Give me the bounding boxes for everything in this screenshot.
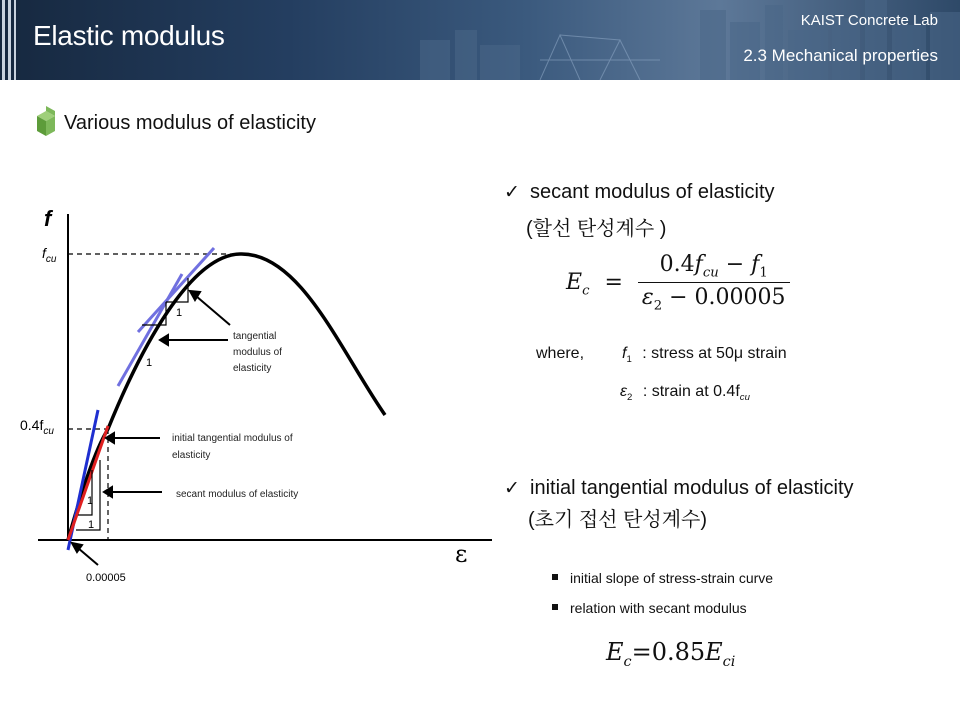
initial-korean: (초기 접선 탄성계수) [528,509,707,531]
header-stripes [0,0,22,80]
slope-one-label: 1 [146,357,153,369]
secant-equation: $E_c$ = $\frac{0.4f_{cu} - f_1}{\varepsilon_2 - 0.00005}$ [566,252,790,314]
tangential-label: modulus of [233,347,282,358]
lab-name: KAIST Concrete Lab [800,12,938,29]
y-axis-label: f [44,206,52,231]
bullet-square-icon [552,574,558,580]
slope-one-label: 1 [87,495,94,507]
x-axis-label: ε [455,540,468,568]
green-cube-icon [34,106,58,138]
initial-tangent-label: elasticity [172,450,211,461]
bullet-square-icon [552,604,558,610]
where-label: where, [536,345,585,362]
section-name: 2.3 Mechanical properties [743,46,938,65]
initial-tangent-label: initial tangential modulus of [172,433,293,444]
checkmark-icon: ✓ [504,478,520,499]
subheading-text: Various modulus of elasticity [64,112,316,134]
header-banner [0,0,960,80]
slope-one-label: 1 [88,519,95,531]
tangential-label: elasticity [233,363,272,374]
point4-label: $0.4f_{cu}$ [20,417,54,437]
secant-label: secant modulus of elasticity [176,489,299,500]
initial-title: initial tangential modulus of elasticity [530,477,854,499]
stress-strain-diagram [0,200,500,620]
secant-title: secant modulus of elasticity [530,181,775,203]
f1-definition: $f_1$ : stress at 50μ strain [622,345,787,366]
slope-one-label: 1 [176,307,183,319]
page-title: Elastic modulus [33,20,225,51]
tangent-line-lower [118,274,182,386]
e2-definition: $\varepsilon_2$ : strain at $0.4f_{cu}$ [620,383,750,404]
relation-equation: $E_c=0.85E_{ci}$ [606,638,736,670]
secant-korean: (할선 탄성계수 ) [526,218,667,240]
checkmark-icon: ✓ [504,182,520,203]
bullet-item: initial slope of stress-strain curve [552,570,773,586]
fcu-label: $f_{cu}$ [42,245,57,265]
bullet-item: relation with secant modulus [552,600,747,616]
tangent-line-upper [138,248,214,332]
tangential-label: tangential [233,331,277,342]
strain-label: 0.00005 [86,572,126,584]
